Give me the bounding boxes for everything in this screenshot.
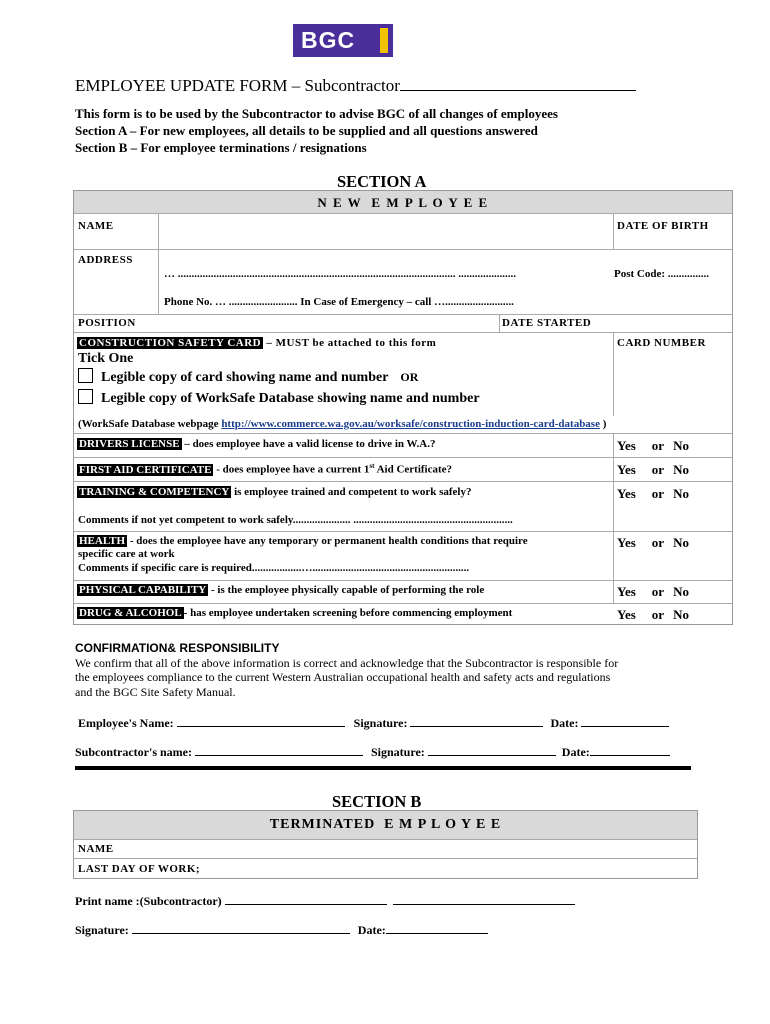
date-label: Date:	[357, 923, 386, 937]
print-name-row	[75, 893, 575, 909]
physical-capability-text: - is the employee physically capable of performing the role	[208, 584, 485, 596]
drivers-license-question	[77, 438, 435, 450]
option-worksafe-copy[interactable]	[78, 389, 480, 407]
first-aid-yes-no[interactable]	[617, 462, 689, 478]
signature-label: Signature:	[371, 745, 425, 759]
first-aid-question	[77, 462, 452, 476]
form-title	[75, 76, 636, 96]
terminated-name-label: NAME	[78, 843, 114, 855]
first-aid-text: - does employee have a current 1	[213, 463, 370, 476]
physical-capability-question	[77, 584, 484, 596]
drivers-yes-no[interactable]	[617, 438, 689, 454]
option-worksafe-copy-label: Legible copy of WorkSafe Database showing name and number	[101, 391, 480, 406]
health-comments-field[interactable]: Comments if specific care is required..................….........................................................	[78, 562, 470, 574]
no-option[interactable]: No	[673, 535, 689, 550]
subcontractor-signature-field[interactable]	[428, 744, 556, 756]
option-or: OR	[400, 370, 419, 384]
subcontractor-signature-row	[75, 744, 670, 760]
section-a-band-label: N E W E M P L O Y E E	[317, 195, 489, 210]
date-label: Date:	[550, 716, 579, 730]
drivers-license-label: DRIVERS LICENSE	[79, 438, 180, 450]
phone-emergency-field[interactable]: Phone No. … ......................... In Case of Emergency – call ….........................	[164, 296, 514, 308]
employee-name-field[interactable]	[177, 715, 345, 727]
first-aid-text-end: Aid Certificate?	[374, 463, 453, 476]
form-title-text: EMPLOYEE UPDATE FORM – Subcontractor	[75, 76, 400, 95]
csc-note: – MUST be attached to this form	[263, 337, 437, 349]
logo-text: BGC	[301, 27, 356, 53]
training-yes-no[interactable]	[617, 486, 689, 502]
last-day-label: LAST DAY OF WORK;	[78, 863, 201, 875]
employee-signature-row	[78, 715, 669, 731]
csc-boxed-label: CONSTRUCTION SAFETY CARD	[79, 337, 262, 349]
section-b-heading: SECTION B	[332, 792, 422, 811]
address-label: ADDRESS	[78, 254, 133, 266]
employee-date-field[interactable]	[581, 715, 669, 727]
confirmation-line: We confirm that all of the above information is correct and acknowledge that the Subcontractor is responsible for	[75, 655, 619, 670]
date-label: Date:	[561, 745, 590, 759]
training-label: TRAINING & COMPETENCY	[79, 486, 230, 498]
divider-rule	[75, 766, 691, 770]
or-text: or	[651, 438, 665, 453]
position-label: POSITION	[78, 317, 136, 329]
postcode-field[interactable]: Post Code: ...............	[614, 268, 710, 280]
or-text: or	[651, 535, 665, 550]
checkbox-worksafe-copy[interactable]	[78, 389, 93, 404]
intro-line: Section B – For employee terminations / resignations	[75, 140, 367, 155]
drug-alcohol-label: DRUG & ALCOHOL	[79, 607, 182, 619]
training-text: is employee trained and competent to work safely?	[231, 486, 472, 498]
section-b-table	[73, 810, 698, 879]
health-text-line2: specific care at work	[78, 548, 175, 560]
date-of-birth-label: DATE OF BIRTH	[617, 220, 709, 232]
confirmation-line: the employees compliance to the current Western Australian occupational health and safety acts and regulations	[75, 670, 611, 684]
tick-one-label: Tick One	[78, 351, 134, 366]
no-option[interactable]: No	[673, 438, 689, 453]
worksafe-suffix: )	[599, 418, 607, 430]
section-a-band	[74, 191, 732, 213]
no-option[interactable]: No	[673, 486, 689, 501]
or-text: or	[651, 486, 665, 501]
training-comments-field[interactable]: Comments if not yet competent to work safely..................... ..........................................................	[78, 514, 513, 526]
subcontractor-date-field[interactable]	[590, 744, 670, 756]
section-b-signature-row	[75, 922, 488, 938]
training-question	[77, 486, 471, 498]
date-started-label: DATE STARTED	[502, 317, 592, 329]
no-option[interactable]: No	[673, 584, 689, 599]
construction-safety-card-label	[77, 337, 436, 349]
worksafe-webpage-note	[78, 418, 606, 430]
subcontractor-name-field[interactable]	[195, 744, 363, 756]
physical-capability-label: PHYSICAL CAPABILITY	[79, 584, 207, 596]
print-name-label: Print name :(Subcontractor)	[75, 894, 222, 908]
yes-option[interactable]: Yes	[617, 462, 636, 477]
drug-alcohol-text: - has employee undertaken screening before commencing employment	[183, 607, 513, 619]
or-text: or	[651, 607, 665, 622]
section-a-heading: SECTION A	[337, 172, 427, 191]
option-card-copy[interactable]	[78, 368, 418, 386]
logo-accent-bar	[380, 28, 388, 53]
drivers-license-text: – does employee have a valid license to drive in W.A.?	[181, 438, 436, 450]
intro-text	[75, 105, 558, 156]
checkbox-card-copy[interactable]	[78, 368, 93, 383]
subcontractor-name-label: Subcontractor's name:	[75, 745, 192, 759]
first-aid-superscript: st	[369, 462, 375, 470]
worksafe-prefix: (WorkSafe Database webpage	[78, 418, 222, 430]
no-option[interactable]: No	[673, 462, 689, 477]
section-b-band	[74, 811, 697, 839]
drug-yes-no[interactable]	[617, 607, 689, 623]
section-a-table	[73, 190, 733, 625]
section-b-signature-field[interactable]	[132, 922, 350, 934]
yes-option[interactable]: Yes	[617, 584, 636, 599]
health-question	[77, 535, 528, 547]
yes-option[interactable]: Yes	[617, 535, 636, 550]
health-text: - does the employee have any temporary or permanent health conditions that require	[127, 535, 528, 547]
health-yes-no[interactable]	[617, 535, 689, 551]
option-card-copy-label: Legible copy of card showing name and number	[101, 370, 389, 385]
confirmation-heading: CONFIRMATION& RESPONSIBILITY	[75, 641, 280, 655]
health-label: HEALTH	[79, 535, 126, 547]
print-name-field[interactable]	[225, 893, 387, 905]
drug-alcohol-question	[77, 607, 512, 619]
name-field[interactable]	[160, 214, 611, 248]
bgc-logo	[293, 24, 393, 57]
physical-yes-no[interactable]	[617, 584, 689, 600]
confirmation-block	[75, 641, 618, 699]
or-text: or	[651, 462, 665, 477]
signature-label: Signature:	[353, 716, 408, 730]
employee-name-label: Employee's Name:	[78, 716, 174, 730]
confirmation-line: and the BGC Site Safety Manual.	[75, 684, 236, 699]
worksafe-link[interactable]: http://www.commerce.wa.gov.au/worksafe/construction-induction-card-database	[221, 418, 600, 430]
address-field[interactable]: … ..................................................................................................... .....................	[164, 268, 516, 280]
print-name-field-2[interactable]	[393, 893, 575, 905]
subcontractor-name-line[interactable]	[400, 76, 636, 91]
yes-option[interactable]: Yes	[617, 486, 636, 501]
section-b-date-field[interactable]	[386, 922, 488, 934]
intro-line: This form is to be used by the Subcontractor to advise BGC of all changes of employees	[75, 106, 558, 121]
card-number-label: CARD NUMBER	[617, 337, 706, 349]
first-aid-label: FIRST AID CERTIFICATE	[79, 463, 212, 476]
intro-line: Section A – For new employees, all details to be supplied and all questions answered	[75, 123, 538, 138]
or-text: or	[651, 584, 665, 599]
signature-label: Signature:	[75, 923, 129, 937]
employee-signature-field[interactable]	[410, 715, 543, 727]
name-label: NAME	[78, 220, 114, 232]
section-b-band-label: TERMINATED E M P L O Y E E	[269, 817, 502, 832]
yes-option[interactable]: Yes	[617, 438, 636, 453]
no-option[interactable]: No	[673, 607, 689, 622]
yes-option[interactable]: Yes	[617, 607, 636, 622]
